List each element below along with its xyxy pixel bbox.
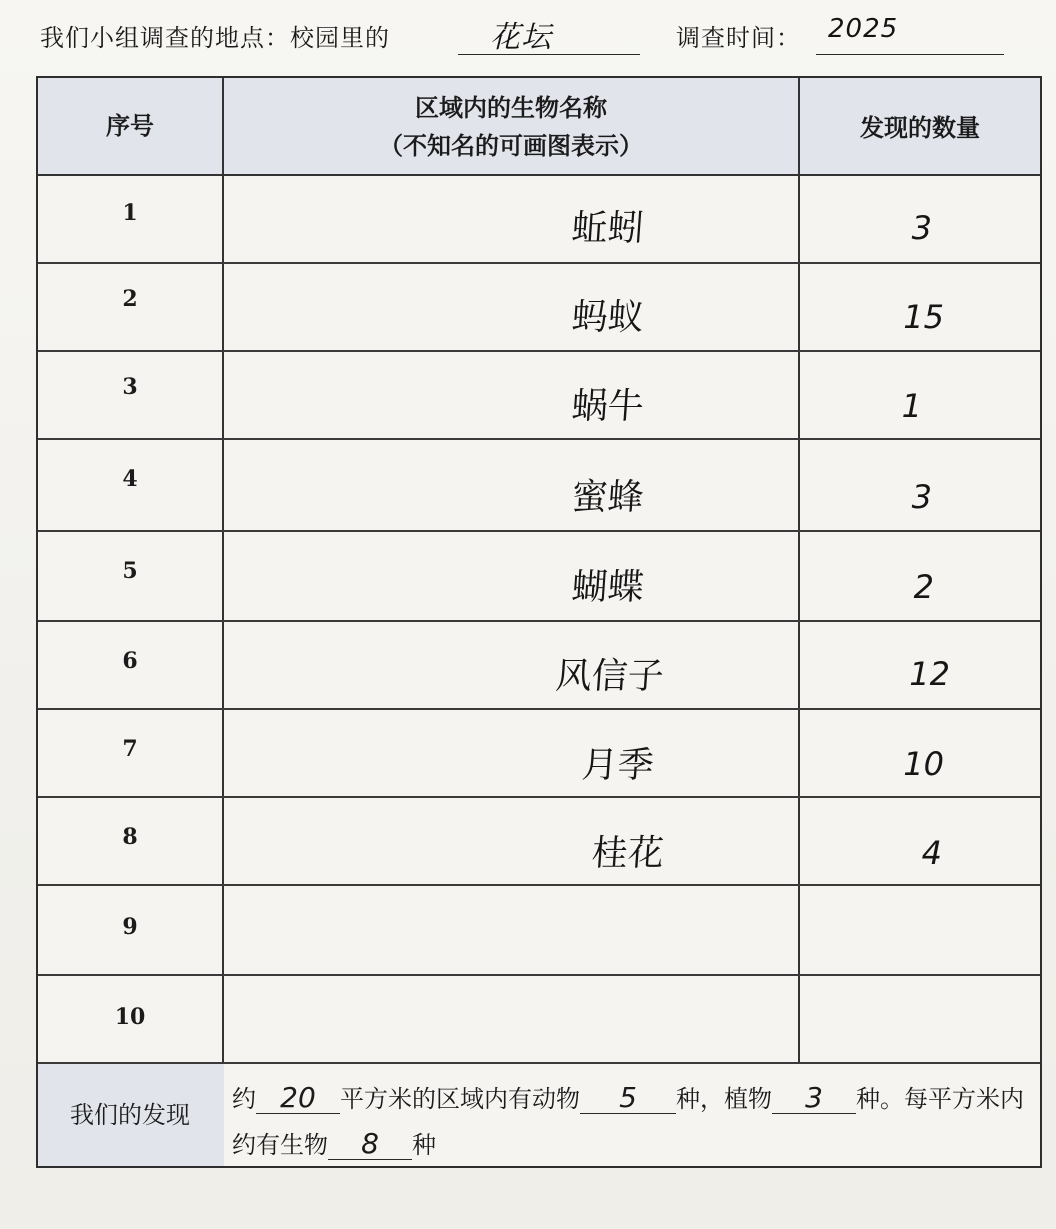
findings-t4: 种。每平方米内约有生物	[232, 1085, 1024, 1159]
row-6-name: 风信子	[554, 655, 666, 697]
row-7-count: 10	[903, 745, 944, 783]
time-value: 2025	[828, 14, 899, 44]
row-5-seq: 5	[122, 558, 138, 584]
survey-header	[40, 12, 1020, 56]
row-2-seq: 2	[122, 286, 138, 312]
header-name-line2: （不知名的可画图表示）	[379, 131, 643, 160]
row-6-count: 12	[909, 655, 950, 693]
findings-t3: 种，植物	[676, 1085, 772, 1113]
row-3-name: 蜗牛	[570, 385, 646, 427]
row-2-count: 15	[903, 298, 944, 336]
header-seq: 序号	[106, 111, 154, 140]
row-7-seq: 7	[122, 736, 138, 762]
row-2-name: 蚂蚁	[570, 296, 646, 338]
per-sqm-blank[interactable]: 8	[328, 1129, 412, 1160]
row-10-count[interactable]	[800, 976, 1040, 1062]
row-7-name: 月季	[580, 744, 656, 786]
findings-text	[232, 1076, 1040, 1168]
row-4-name: 蜜蜂	[570, 476, 646, 518]
findings-t1: 约	[232, 1085, 256, 1113]
row-1-count: 3	[911, 209, 932, 247]
row-8-seq: 8	[122, 824, 138, 850]
row-5-count: 2	[913, 568, 934, 606]
findings-label: 我们的发现	[70, 1101, 190, 1129]
row-9-name[interactable]	[221, 886, 801, 974]
area-blank[interactable]: 20	[256, 1083, 340, 1114]
row-4-seq: 4	[122, 466, 138, 492]
row-9-count[interactable]	[800, 886, 1040, 974]
row-3-count: 1	[901, 387, 922, 425]
findings-t2: 平方米的区域内有动物	[340, 1085, 580, 1113]
survey-table	[36, 76, 1042, 1168]
row-4-count: 3	[911, 478, 932, 516]
row-6-seq: 6	[122, 648, 138, 674]
row-10-seq: 10	[114, 1004, 146, 1030]
animals-blank[interactable]: 5	[580, 1083, 676, 1114]
row-1-seq: 1	[122, 200, 138, 226]
row-5-name: 蝴蝶	[570, 566, 646, 608]
row-8-name: 桂花	[590, 832, 666, 874]
row-10-name[interactable]	[221, 976, 801, 1062]
plants-blank[interactable]: 3	[772, 1083, 856, 1114]
location-value: 花坛	[490, 20, 552, 55]
header-name	[224, 82, 798, 172]
row-8-count: 4	[921, 834, 942, 872]
row-3-seq: 3	[122, 374, 138, 400]
location-label: 我们小组调查的地点：校园里的	[40, 24, 390, 52]
header-count: 发现的数量	[860, 113, 980, 142]
header-name-line1: 区域内的生物名称	[415, 93, 607, 122]
row-1-name: 蚯蚓	[570, 207, 646, 249]
row-9-seq: 9	[122, 914, 138, 940]
time-label: 调查时间：	[676, 24, 801, 52]
findings-t5: 种	[412, 1131, 436, 1159]
